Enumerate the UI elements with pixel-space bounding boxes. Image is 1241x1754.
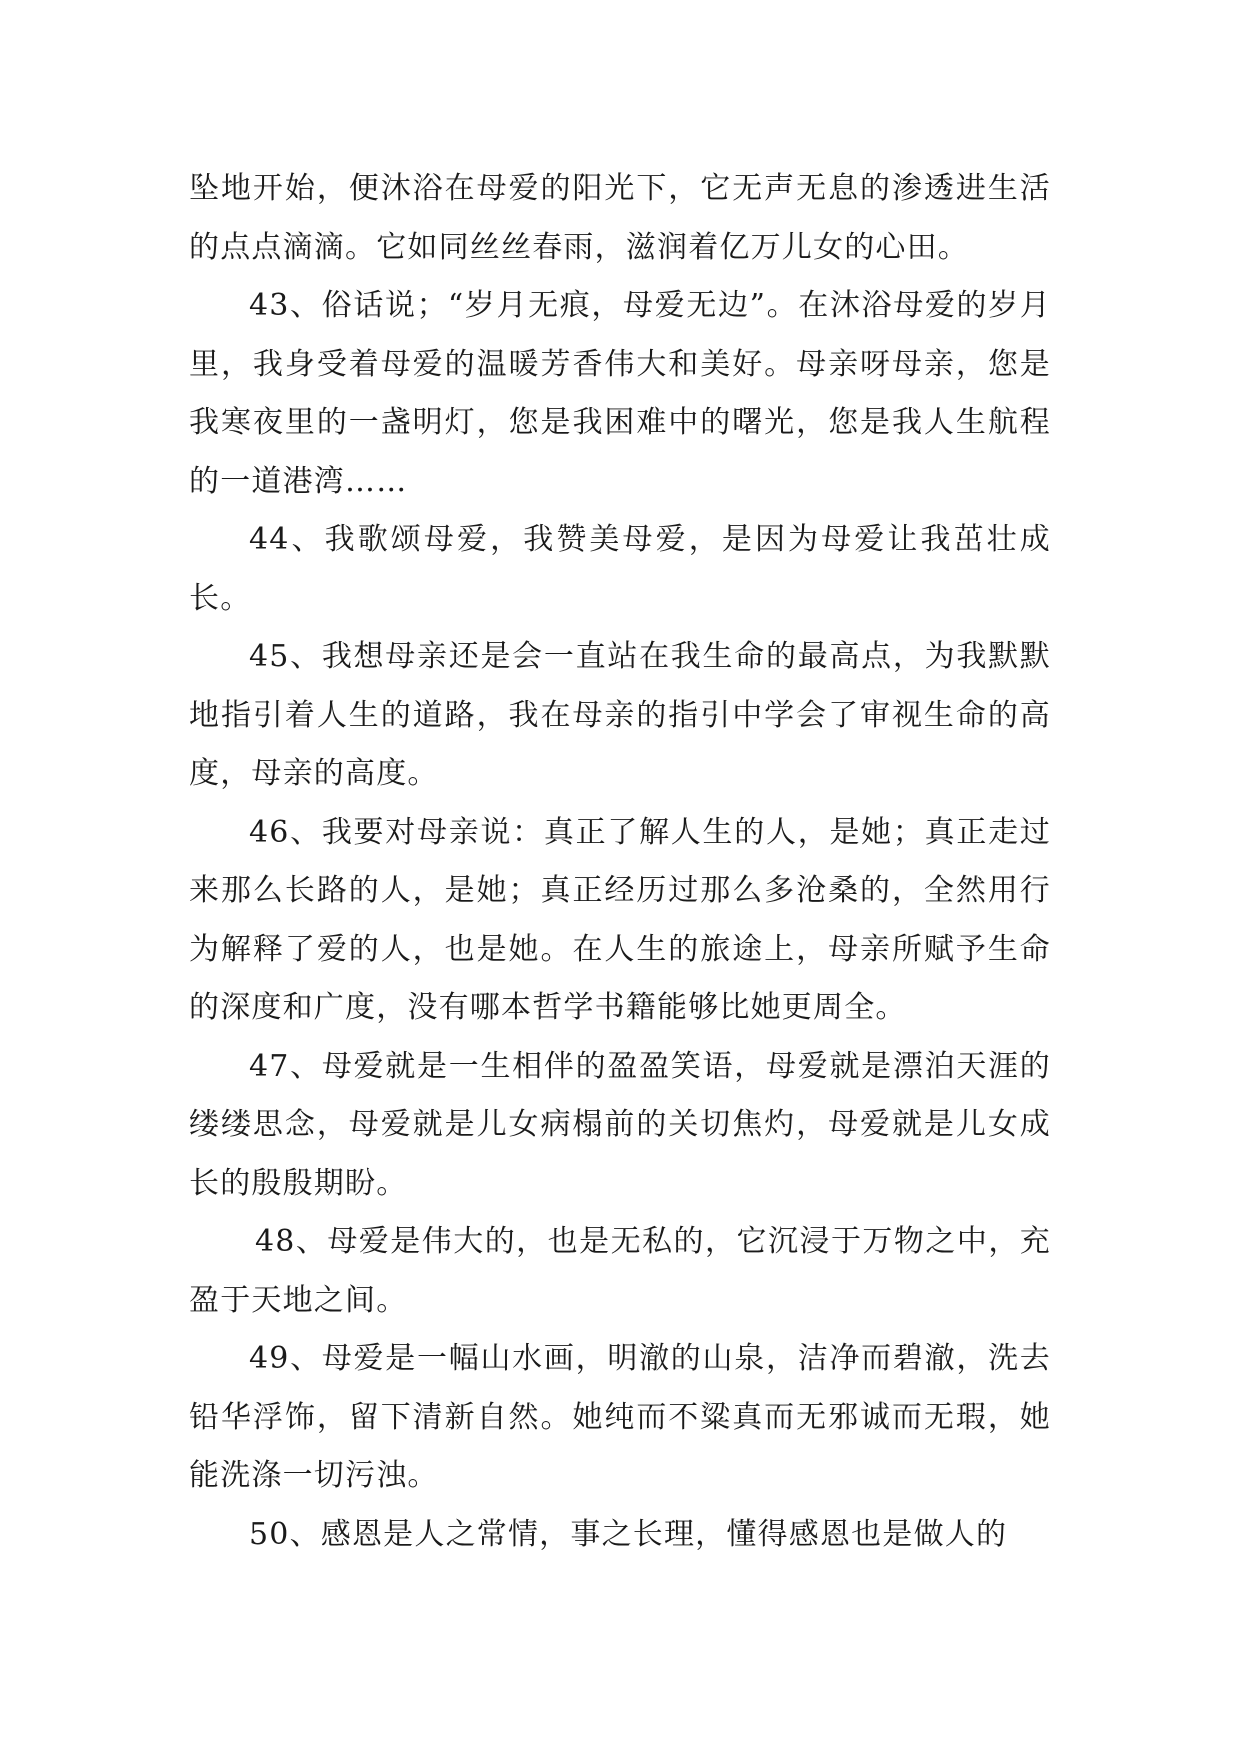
paragraph-43: 43、俗话说；“岁月无痕，母爱无边”。在沐浴母爱的岁月里，我身受着母爱的温暖芳香伟大和美好。母亲呀母亲，您是我寒夜里的一盏明灯，您是我困难中的曙光，您是我人生航程的一道港湾……	[189, 288, 1051, 499]
document-body	[189, 160, 1051, 1564]
paragraph-46: 46、我要对母亲说：真正了解人生的人，是她；真正走过来那么长路的人，是她；真正经历过那么多沧桑的，全然用行为解释了爱的人，也是她。在人生的旅途上，母亲所赋予生命的深度和广度，没有哪本哲学书籍能够比她更周全。	[189, 814, 1051, 1025]
paragraph-continued: 坠地开始，便沐浴在母爱的阳光下，它无声无息的渗透进生活的点点滴滴。它如同丝丝春雨，滋润着亿万儿女的心田。	[189, 171, 1051, 265]
paragraph-45: 45、我想母亲还是会一直站在我生命的最高点，为我默默地指引着人生的道路，我在母亲的指引中学会了审视生命的高度，母亲的高度。	[189, 639, 1051, 791]
paragraph-49: 49、母爱是一幅山水画，明澈的山泉，洁净而碧澈，洗去铅华浮饰，留下清新自然。她纯而不粱真而无邪诚而无瑕，她能洗涤一切污浊。	[189, 1341, 1051, 1493]
paragraph-48: 48、母爱是伟大的，也是无私的，它沉浸于万物之中，充盈于天地之间。	[189, 1224, 1051, 1318]
paragraph-47: 47、母爱就是一生相伴的盈盈笑语，母爱就是漂泊天涯的缕缕思念，母爱就是儿女病榻前的关切焦灼，母爱就是儿女成长的殷殷期盼。	[189, 1048, 1051, 1201]
paragraph-44: 44、我歌颂母爱，我赞美母爱，是因为母爱让我茁壮成长。	[189, 522, 1051, 616]
paragraph-50: 50、感恩是人之常情，事之长理，懂得感恩也是做人的	[249, 1516, 1008, 1552]
